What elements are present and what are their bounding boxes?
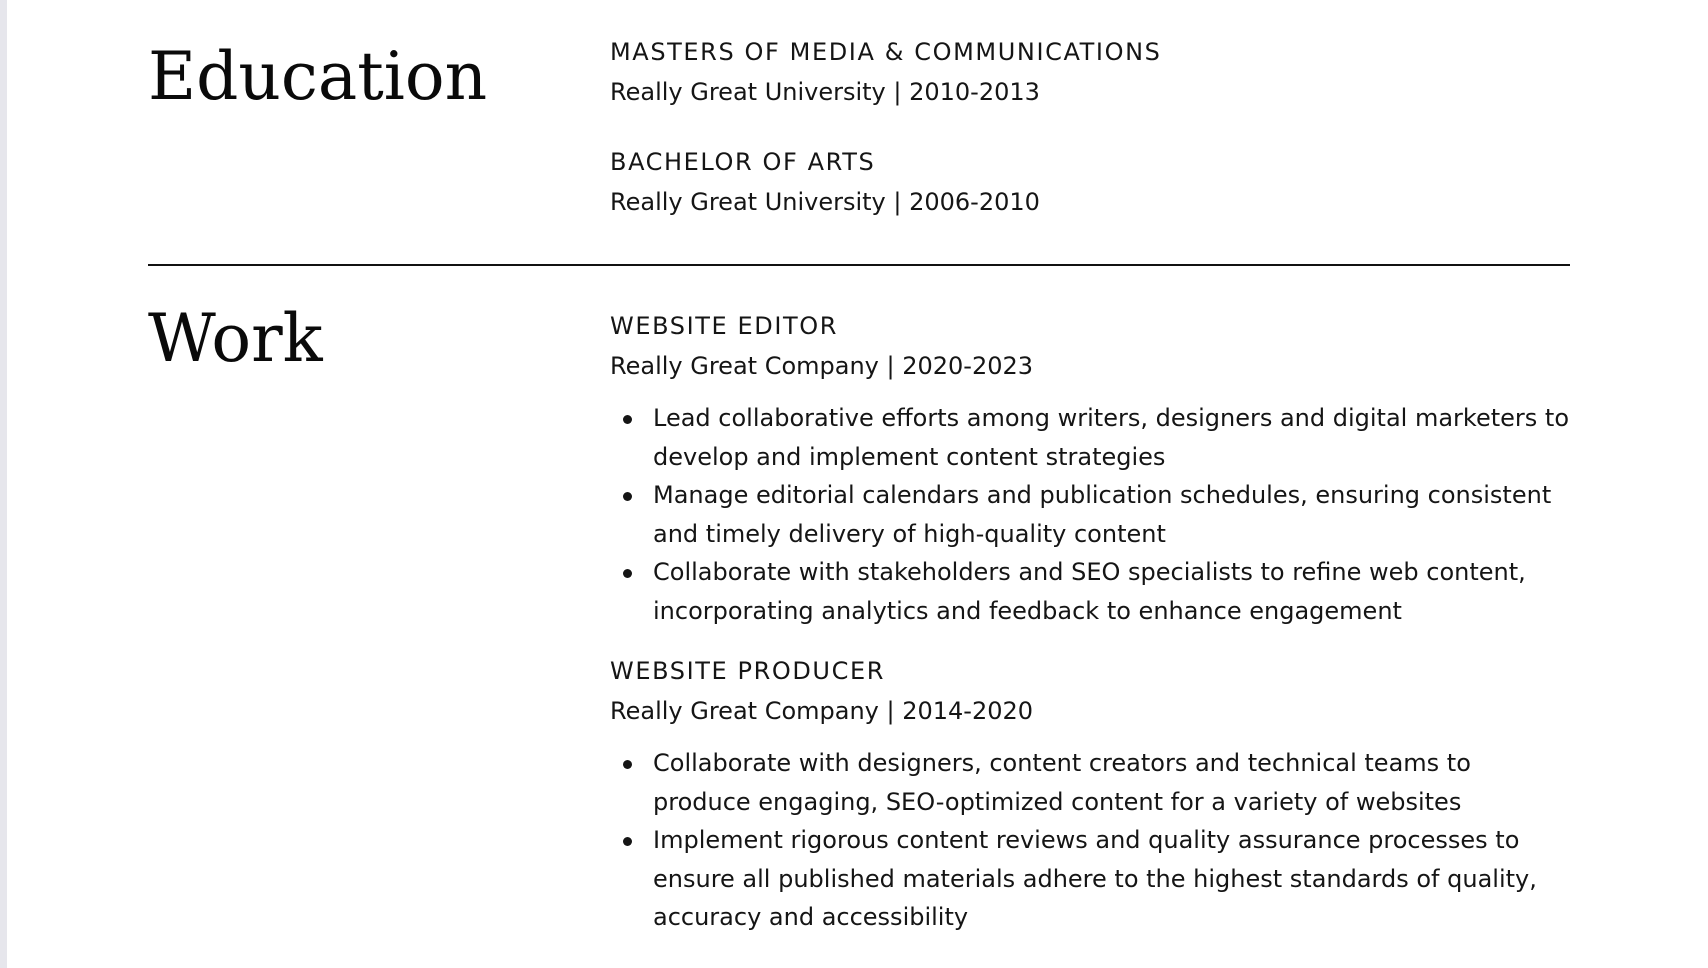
entry-subtitle: Really Great University | 2010-2013 (610, 78, 1040, 106)
entry-subtitle: Really Great Company | 2014-2020 (610, 697, 1034, 725)
list-item (610, 553, 1570, 630)
entry-title: WEBSITE PRODUCER (610, 657, 885, 685)
bullet-text: Collaborate with designers, content creators and technical teams to produce engaging, SEO-optimized content for a variety of websites (653, 749, 1471, 816)
bullet-text: Collaborate with stakeholders and SEO specialists to refine web content, incorporating analytics and feedback to enhance engagement (653, 558, 1526, 625)
list-item (610, 399, 1570, 476)
bullet-text: Manage editorial calendars and publication schedules, ensuring consistent and timely delivery of high-quality content (653, 481, 1552, 548)
entry-subtitle: Really Great Company | 2020-2023 (610, 352, 1034, 380)
entry-title: MASTERS OF MEDIA & COMMUNICATIONS (610, 38, 1162, 66)
list-item (610, 821, 1570, 937)
work-entry-website-producer (610, 655, 1570, 727)
bullet-text: Lead collaborative efforts among writers, designers and digital marketers to develop and implement content strategies (653, 404, 1569, 471)
entry-title: WEBSITE EDITOR (610, 312, 839, 340)
page-edge-strip (0, 0, 7, 968)
entry-subtitle: Really Great University | 2006-2010 (610, 188, 1040, 216)
work-producer-bullets (610, 744, 1570, 937)
bullet-dot-icon (623, 492, 632, 501)
list-item (610, 476, 1570, 553)
bullet-dot-icon (623, 760, 632, 769)
list-item (610, 744, 1570, 821)
education-entry-bachelor (610, 146, 1570, 218)
section-divider (148, 264, 1570, 266)
work-heading: Work (148, 300, 323, 377)
bullet-dot-icon (623, 837, 632, 846)
bullet-text: Implement rigorous content reviews and quality assurance processes to ensure all published materials adhere to the highest standards of quality, accuracy and accessibility (653, 826, 1537, 931)
work-editor-bullets (610, 399, 1570, 630)
education-heading: Education (148, 38, 488, 115)
bullet-dot-icon (623, 415, 632, 424)
work-entry-website-editor (610, 310, 1570, 382)
resume-page (148, 0, 1570, 968)
entry-title: BACHELOR OF ARTS (610, 148, 876, 176)
bullet-dot-icon (623, 569, 632, 578)
education-entry-masters (610, 36, 1570, 108)
